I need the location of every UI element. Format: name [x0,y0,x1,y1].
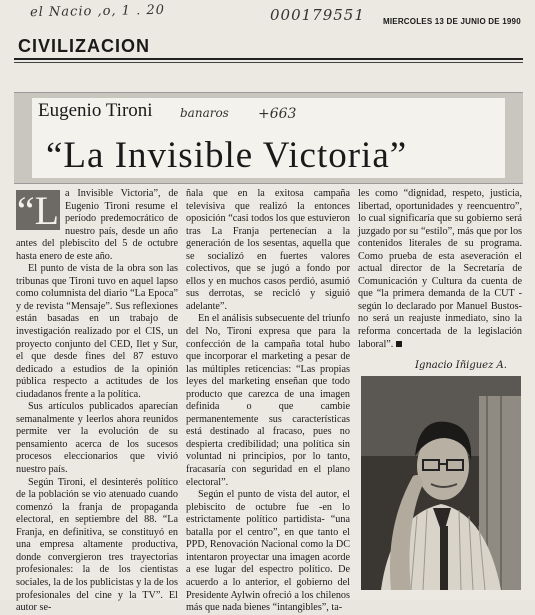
drop-cap: “L [16,188,60,233]
section-title: CIVILIZACION [18,36,150,56]
handwritten-archive-number: 000179551 [270,6,365,24]
paragraph: Según el punto de vista del autor, el plebiscito de octubre fue -en lo estrictamente político partidista- “una batalla por el centro”, en que tanto el PPD, Renovación Nacional como la DC intentaron proyectar una imagen acorde a ese lugar del espectro político. De acuerdo a lo anterior, el gobierno del Presidente Aylwin ofreció a los chilenos más que nada bienes “intangibles”, ta- [186,489,350,614]
author-name: Eugenio Tironi [38,100,153,121]
article-column-2 [186,188,350,615]
handwritten-banner-note: banaros [180,106,229,120]
photo-credit-signature: Ignacio Iñiguez A. [415,360,507,371]
paragraph: El punto de vista de la obra son las tribunas que Tironi tuvo en aquel lapso como columnista del diario “La Epoca” y de revista “Mensaje”. Sus reflexiones están basadas en un trabajo de investigación realizado por el CIS, un proyecto conjunto del CED, Ilet y Sur, el que desde fines del 87 estuvo dedicado a estudios de la opinión pública respecto a actitudes de los ciudadanos frente a la política. [16,263,178,400]
issue-date: MIERCOLES 13 DE JUNIO DE 1990 [383,17,521,26]
paragraph-text: a Invisible Victoria”, de Eugenio Tironi resume el período predemocrático de nuestro país, desde un año antes del plebiscito del 5 de octubre hasta enero de este año. [16,188,178,262]
end-mark-icon [396,341,402,347]
article-column-3 [358,188,522,351]
author-portrait-photo [361,376,521,590]
article-headline: “La Invisible Victoria” [46,135,408,176]
handwritten-source-note: el Nacio ,o, 1 . 20 [29,2,166,21]
section-rule-thin [14,62,523,63]
paragraph: Según Tironi, el desinterés político de la población se vio atenuado cuando comenzó la franja de propaganda electoral, en septiembre del 88. “La Franja, en definitiva, se constituyó en una empresa altamente productiva, donde convergieron tres trayectorias profesionales: la de los cientistas sociales, la de los publicistas y la de los profesionales del cine y la TV”. El autor se- [16,476,178,614]
section-rule [14,58,523,60]
paragraph [16,188,178,263]
paragraph [358,188,522,351]
paragraph-text: les como “dignidad, respeto, justicia, libertad, oportunidades y reencuentro”, lo cual significaría que su gobierno será juzgado por su “estilo”, más que por los contenidos literales de su programa. Como prueba de esta aseveración el actual director de la Secretaría de Comunicación y Cultura da cuenta de que “la primera demanda de la CUT -según lo declarado por Manuel Bustos- no será un reajuste inmediato, sino la reforma concertada de la legislación laboral”. [358,188,522,350]
article-column-1 [16,188,178,615]
paragraph: Sus artículos publicados aparecían semanalmente y leerlos ahora reunidos permite ver la evolución de su pensamiento acerca de los sucesos procesos eleccionarios que vivió nuestro país. [16,401,178,476]
handwritten-banner-number: +663 [258,106,297,122]
paragraph: En el análisis subsecuente del triunfo del No, Tironi expresa que para la confección de la campaña total hubo que incorporar el marketing a pesar de las múltiples reticencias: “Las propias leyes del marketing enseñan que todo producto que carezca de una imagen definida o que cambie permanentemente sus características está destinado al fracaso, pues no despierta credibilidad; una política sin voluntad ni principios, por lo tanto, fracasaría con seguridad en el plano electoral”. [186,313,350,488]
paragraph: ñala que en la exitosa campaña televisiva que realizó la entonces oposición “casi todos los que estuvieron tras La Franja pertenecían a la generación de los sesentas, aquella que se socializó en fuertes valores colectivos, que se jugó a fondo por ellos y en muchos casos perdió, asumió sus derrotas, se recicló y siguió adelante”. [186,188,350,312]
portrait-illustration [361,376,521,590]
